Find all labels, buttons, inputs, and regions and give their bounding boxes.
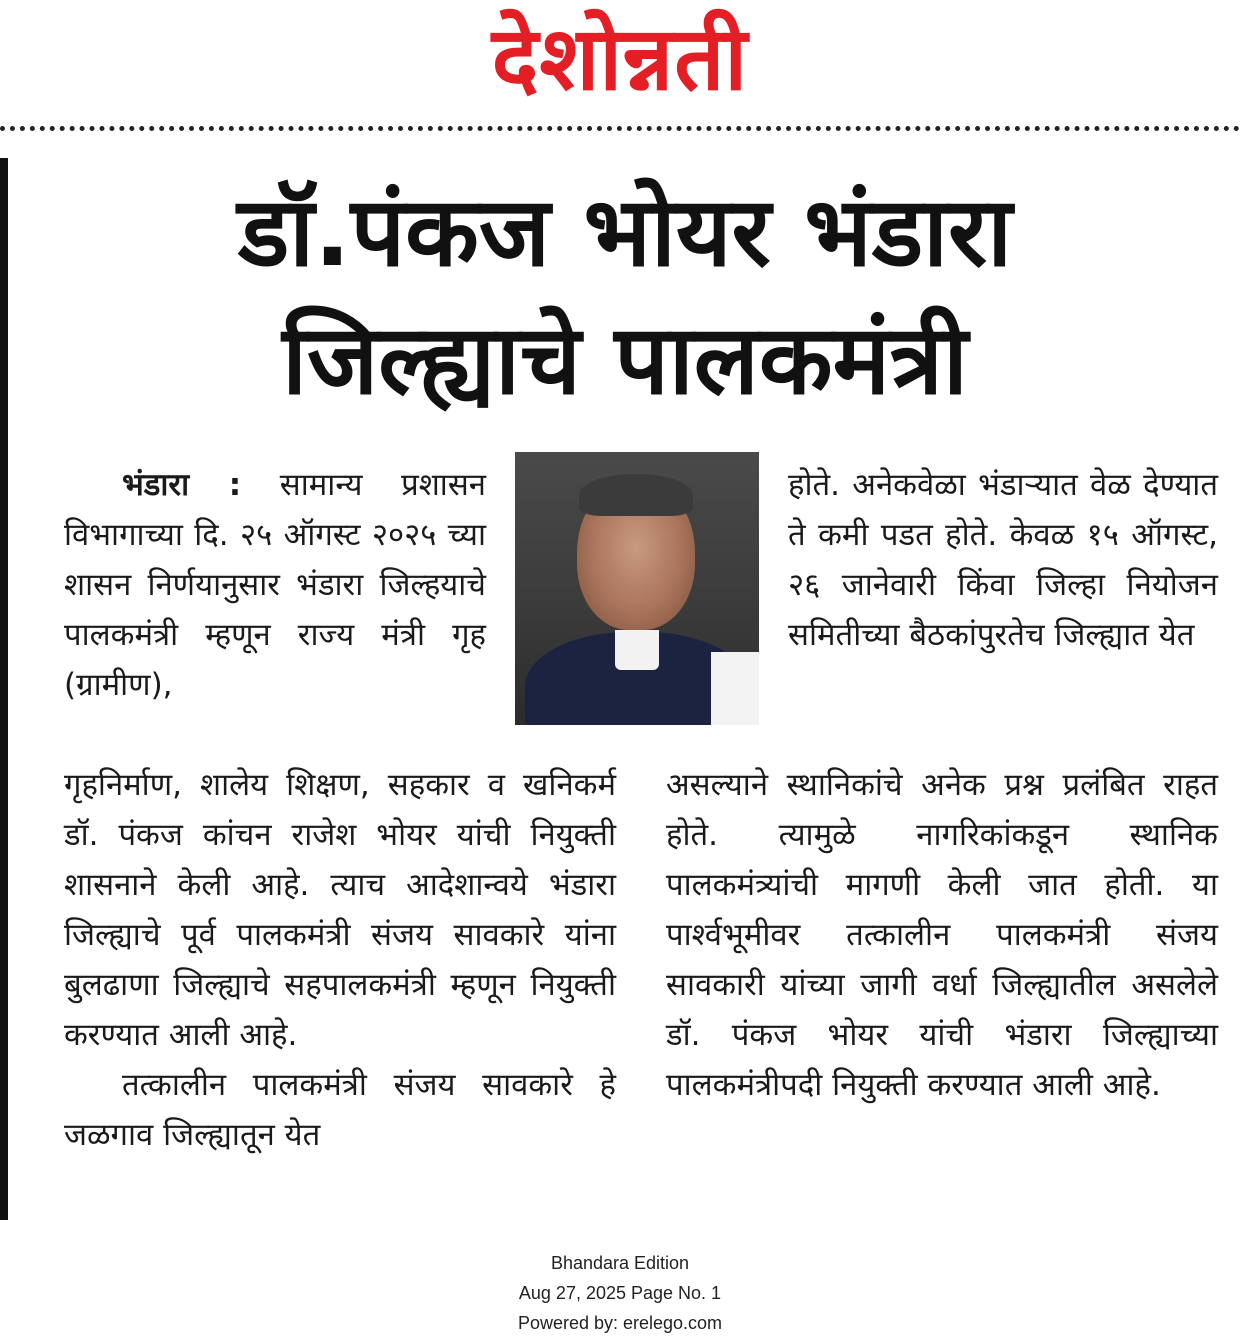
article-text-right-top: होते. अनेकवेळा भंडाऱ्यात वेळ देण्यात ते कमी पडत होते. केवळ १५ ऑगस्ट, २६ जानेवारी किंवा जिल्हा नियोजन समितीच्या बैठकांपुरतेच जिल्ह्यात येत: [788, 467, 1218, 653]
article-text-right-bottom: असल्याने स्थानिकांचे अनेक प्रश्न प्रलंबित राहत होते. त्यामुळे नागरिकांकडून स्थानिक पालकमंत्र्यांची मागणी केली जात होती. या पार्श्वभूमीवर तत्कालीन पालकमंत्री संजय सावकारी यांच्या जागी वर्धा जिल्ह्यातील असलेले डॉ. पंकज भोयर यांची भंडारा जिल्ह्याच्या पालकमंत्रीपदी नियुक्ती करण्यात आली आहे.: [666, 767, 1218, 1103]
dotted-divider: [0, 126, 1240, 131]
footer-date-page: Aug 27, 2025 Page No. 1: [518, 1283, 722, 1303]
article-text-left-top: सामान्य प्रशासन विभागाच्या दि. २५ ऑगस्ट २०२५ च्या शासन निर्णयानुसार भंडारा जिल्हयाचे पालकमंत्री म्हणून राज्य मंत्री गृह (ग्रामीण),: [64, 467, 486, 703]
photo-collar: [615, 630, 659, 670]
article-column-left-top: [64, 460, 486, 710]
article-column-left-bottom: [64, 760, 616, 1160]
article-column-right-bottom: [666, 760, 1218, 1110]
footer-powered-by: Powered by: erelego.com: [517, 1313, 723, 1333]
article-text-left-bottom-2: तत्कालीन पालकमंत्री संजय सावकारे हे जळगाव जिल्ह्यातून येत: [64, 1067, 616, 1153]
article-paragraph: [64, 460, 486, 710]
newspaper-logo: देशोन्नती: [491, 7, 749, 110]
photo-shirt: [711, 652, 759, 725]
article-paragraph: [64, 1060, 616, 1160]
photo-hair: [579, 474, 693, 516]
masthead: [0, 0, 1240, 118]
page-footer: [0, 1248, 1240, 1338]
headline-line-1: डॉ.पंकज भोयर भंडारा: [237, 176, 1013, 288]
footer-edition: Bhandara Edition: [550, 1253, 690, 1273]
article-headline: [30, 168, 1220, 424]
portrait-photo: [515, 452, 759, 725]
article-column-right-top: [788, 460, 1218, 660]
left-border-bar: [0, 158, 8, 1220]
article-text-left-bottom-1: गृहनिर्माण, शालेय शिक्षण, सहकार व खनिकर्म डॉ. पंकज कांचन राजेश भोयर यांची नियुक्ती शासनाने केली आहे. त्याच आदेशान्वये भंडारा जिल्ह्याचे पूर्व पालकमंत्री संजय सावकारे यांना बुलढाणा जिल्ह्याचे सहपालकमंत्री म्हणून नियुक्ती करण्यात आली आहे.: [64, 767, 616, 1053]
dateline: भंडारा :: [122, 467, 242, 503]
headline-line-2: जिल्ह्याचे पालकमंत्री: [282, 304, 968, 416]
